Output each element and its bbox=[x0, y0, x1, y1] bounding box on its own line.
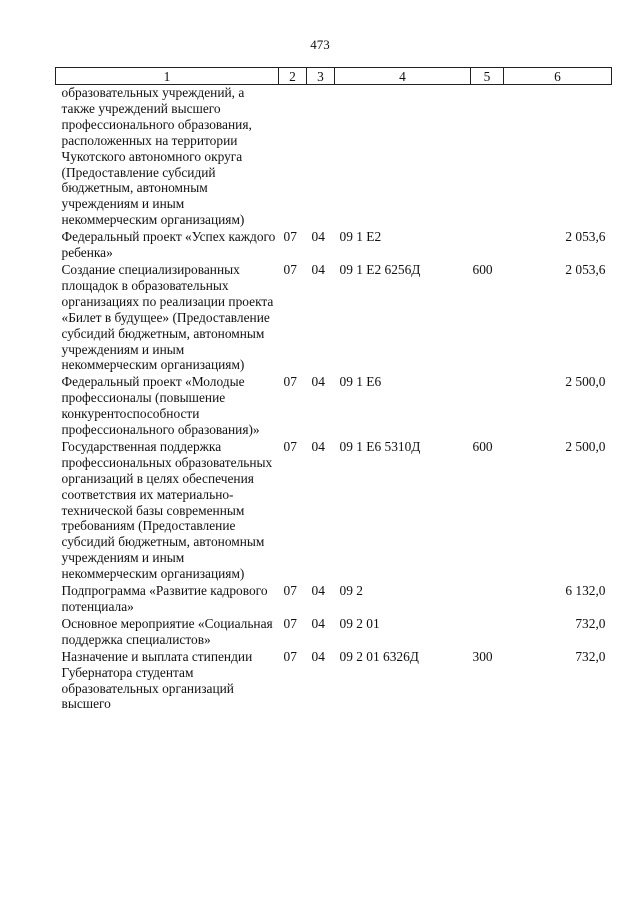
row-section-code: 07 bbox=[283, 583, 297, 599]
row-expense-type: 600 bbox=[472, 438, 493, 454]
row-name: Государственная поддержка профессиональных образовательных организаций в целях обеспечения соответствия их материально-технической базы современным требованиям (Предоставление субсидий бюджетным, автономным учреждениям и иным некоммерческим организациям) bbox=[61, 438, 273, 582]
row-section-code: 07 bbox=[283, 438, 297, 454]
column-header-1: 1 bbox=[56, 68, 279, 85]
row-subsection-code bbox=[307, 85, 335, 230]
row-section-code: 07 bbox=[283, 261, 297, 277]
row-name: Подпрограмма «Развитие кадрового потенциала» bbox=[61, 583, 268, 614]
row-amount bbox=[504, 85, 612, 230]
row-name: Создание специализированных площадок в образовательных организациях по реализации проекта «Билет в будущее» (Предоставление субсидий бюджетным, автономным учреждениям и иным некоммерческим организациям) bbox=[61, 261, 274, 373]
row-target-code: 09 1 E6 bbox=[339, 374, 382, 390]
row-section-code bbox=[279, 85, 307, 230]
page-number: 473 bbox=[310, 37, 330, 52]
row-name: Федеральный проект «Успех каждого ребенка» bbox=[61, 229, 276, 261]
column-header-4: 4 bbox=[335, 68, 471, 85]
table-row bbox=[56, 616, 612, 649]
row-target-code: 09 1 E2 bbox=[339, 229, 382, 245]
table-row bbox=[56, 439, 612, 583]
row-expense-type bbox=[471, 374, 504, 439]
row-section-code: 07 bbox=[283, 229, 297, 245]
budget-table bbox=[55, 67, 612, 713]
table-row bbox=[56, 649, 612, 714]
row-name: Основное мероприятие «Социальная поддержка специалистов» bbox=[61, 615, 273, 647]
row-expense-type bbox=[471, 229, 504, 262]
row-name: Назначение и выплата стипендии Губернатора студентам образовательных организаций высшего bbox=[61, 648, 253, 712]
row-subsection-code: 04 bbox=[311, 615, 325, 631]
row-subsection-code: 04 bbox=[311, 438, 325, 454]
row-section-code: 07 bbox=[283, 615, 297, 631]
row-target-code: 09 1 E2 6256Д bbox=[339, 261, 421, 277]
row-name: образовательных учреждений, а также учреждений высшего профессионального образования, расположенных на территории Чукотского автономного округа (Предоставление субсидий бюджетным, автономным учреждениям и иным некоммерческим организациям) bbox=[61, 85, 252, 228]
row-amount: 2 053,6 bbox=[565, 229, 606, 245]
table-row bbox=[56, 374, 612, 439]
table-row bbox=[56, 229, 612, 262]
row-amount: 2 500,0 bbox=[565, 438, 606, 454]
row-amount: 2 500,0 bbox=[565, 374, 606, 390]
column-header-3: 3 bbox=[307, 68, 335, 85]
row-target-code: 09 1 E6 5310Д bbox=[339, 438, 421, 454]
row-subsection-code: 04 bbox=[311, 261, 325, 277]
row-expense-type bbox=[471, 85, 504, 230]
row-amount: 732,0 bbox=[575, 615, 606, 631]
row-subsection-code: 04 bbox=[311, 229, 325, 245]
row-amount: 2 053,6 bbox=[565, 261, 606, 277]
row-name: Федеральный проект «Молодые профессионалы (повышение конкурентоспособности профессионального образования)» bbox=[61, 374, 260, 438]
row-target-code bbox=[335, 85, 471, 230]
row-expense-type bbox=[471, 616, 504, 649]
table-header-row bbox=[56, 68, 612, 85]
row-subsection-code: 04 bbox=[311, 583, 325, 599]
table-row bbox=[56, 583, 612, 616]
column-header-5: 5 bbox=[471, 68, 504, 85]
row-amount: 6 132,0 bbox=[565, 583, 606, 599]
row-target-code: 09 2 bbox=[339, 583, 363, 599]
row-amount: 732,0 bbox=[575, 648, 606, 664]
column-header-2: 2 bbox=[279, 68, 307, 85]
row-expense-type: 300 bbox=[472, 648, 493, 664]
row-section-code: 07 bbox=[283, 648, 297, 664]
row-subsection-code: 04 bbox=[311, 374, 325, 390]
row-target-code: 09 2 01 bbox=[339, 615, 380, 631]
row-target-code: 09 2 01 6326Д bbox=[339, 648, 419, 664]
row-subsection-code: 04 bbox=[311, 648, 325, 664]
row-expense-type: 600 bbox=[472, 261, 493, 277]
row-section-code: 07 bbox=[283, 374, 297, 390]
table-row bbox=[56, 262, 612, 374]
table-row bbox=[56, 85, 612, 230]
row-expense-type bbox=[471, 583, 504, 616]
column-header-6: 6 bbox=[504, 68, 612, 85]
